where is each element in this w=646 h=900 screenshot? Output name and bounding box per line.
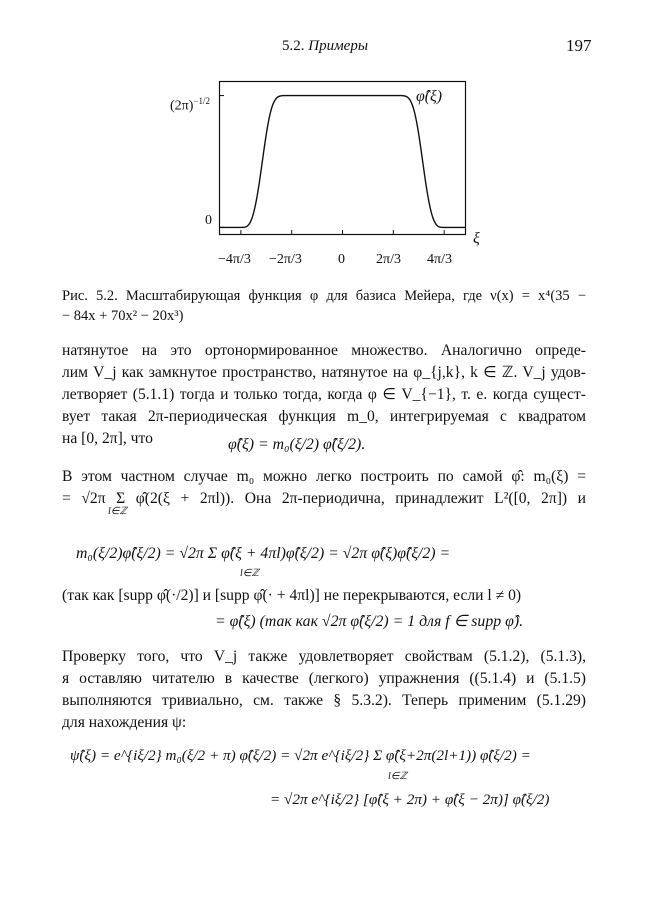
paragraph-1 [62,340,586,450]
page-number: 197 [566,36,592,55]
y-label-zero: 0 [205,213,212,228]
text-line: вует такая 2π-периодическая функция m_0, интегрируемая с квадратом [62,408,586,425]
text-line: я оставляю читателю в качестве (легкого) упражнения ((5.1.4) и (5.1.5) [62,670,586,687]
caption-line: Рис. 5.2. Масштабирующая функция φ для базиса Мейера, где ν(x) = x⁴(35 − [62,288,586,304]
phi-hat-curve [220,96,465,228]
x-tick-label: −4π/3 [218,252,251,267]
x-tick-label: 0 [338,252,345,267]
text-line: натянутое на это ортонормированное множество. Аналогично опреде- [62,342,586,359]
equation-2-continued: = φ̂(ξ) (так как √2π φ̂(ξ/2) = 1 для f ∈ supp φ̂). [215,613,524,630]
text-line: выполняются тривиально, см. также § 5.3.2). Теперь применим (5.1.29) [62,692,586,709]
sum-subscript: l∈ℤ [108,506,127,517]
sum-subscript: l∈ℤ [240,568,259,579]
paragraph-2 [62,466,586,510]
figure-chart [0,0,646,300]
caption-line: − 84x + 70x² − 20x³) [62,308,184,324]
y-label-top-exp: −1/2 [193,96,210,106]
text-line: летворяет (5.1.1) тогда и только тогда, когда φ ∈ V_{−1}, т. е. когда сущест- [62,386,586,403]
x-tick-label: 4π/3 [427,252,452,267]
paragraph-3 [62,646,586,734]
text-line: В этом частном случае m₀ можно легко построить по самой φ̂: m₀(ξ) = [62,468,586,485]
x-tick-label: 2π/3 [376,252,401,267]
curve-label: φ̂(ξ) [416,88,443,105]
text-line: для нахождения ψ: [62,714,187,731]
equation-3-continued: = √2π e^{iξ/2} [φ̂(ξ + 2π) + φ̂(ξ − 2π)] φ̂(ξ/2) [270,791,550,808]
text-line: лим V_j как замкнутое пространство, натянутое на φ_{j,k}, k ∈ ℤ. V_j удов- [62,364,586,381]
text-line: = √2π Σ φ̂(2(ξ + 2πl)). Она 2π-периодична, принадлежит L²([0, 2π]) и [62,490,586,507]
section-title: Примеры [308,38,368,54]
equation-2: m₀(ξ/2)φ̂(ξ/2) = √2π Σ φ̂(ξ + 4πl)φ̂(ξ/2) = √2π φ̂(ξ)φ̂(ξ/2) = [76,545,451,562]
section-number: 5.2. [282,38,305,54]
text-line: Проверку того, что V_j также удовлетворяет свойствам (5.1.2), (5.1.3), [62,648,586,665]
figure-caption [62,288,586,325]
equation-3: ψ̂(ξ) = e^{iξ/2} m₀(ξ/2 + π) φ̂(ξ/2) = √2π e^{iξ/2} Σ φ̂(ξ+2π(2l+1)) φ̂(ξ/2) = [70,747,531,764]
equation-1: φ̂(ξ) = m₀(ξ/2) φ̂(ξ/2). [228,436,366,453]
text-line: на [0, 2π], что [62,430,153,447]
x-tick-label: −2π/3 [269,252,302,267]
equation-2-note: (так как [supp φ̂(·/2)] и [supp φ̂(· + 4πl)] не перекрываются, если l ≠ 0) [62,587,522,604]
sum-subscript: l∈ℤ [388,771,407,782]
y-label-top-base: (2π) [170,98,194,114]
y-label-top [170,96,210,115]
x-axis-variable: ξ [473,230,480,247]
